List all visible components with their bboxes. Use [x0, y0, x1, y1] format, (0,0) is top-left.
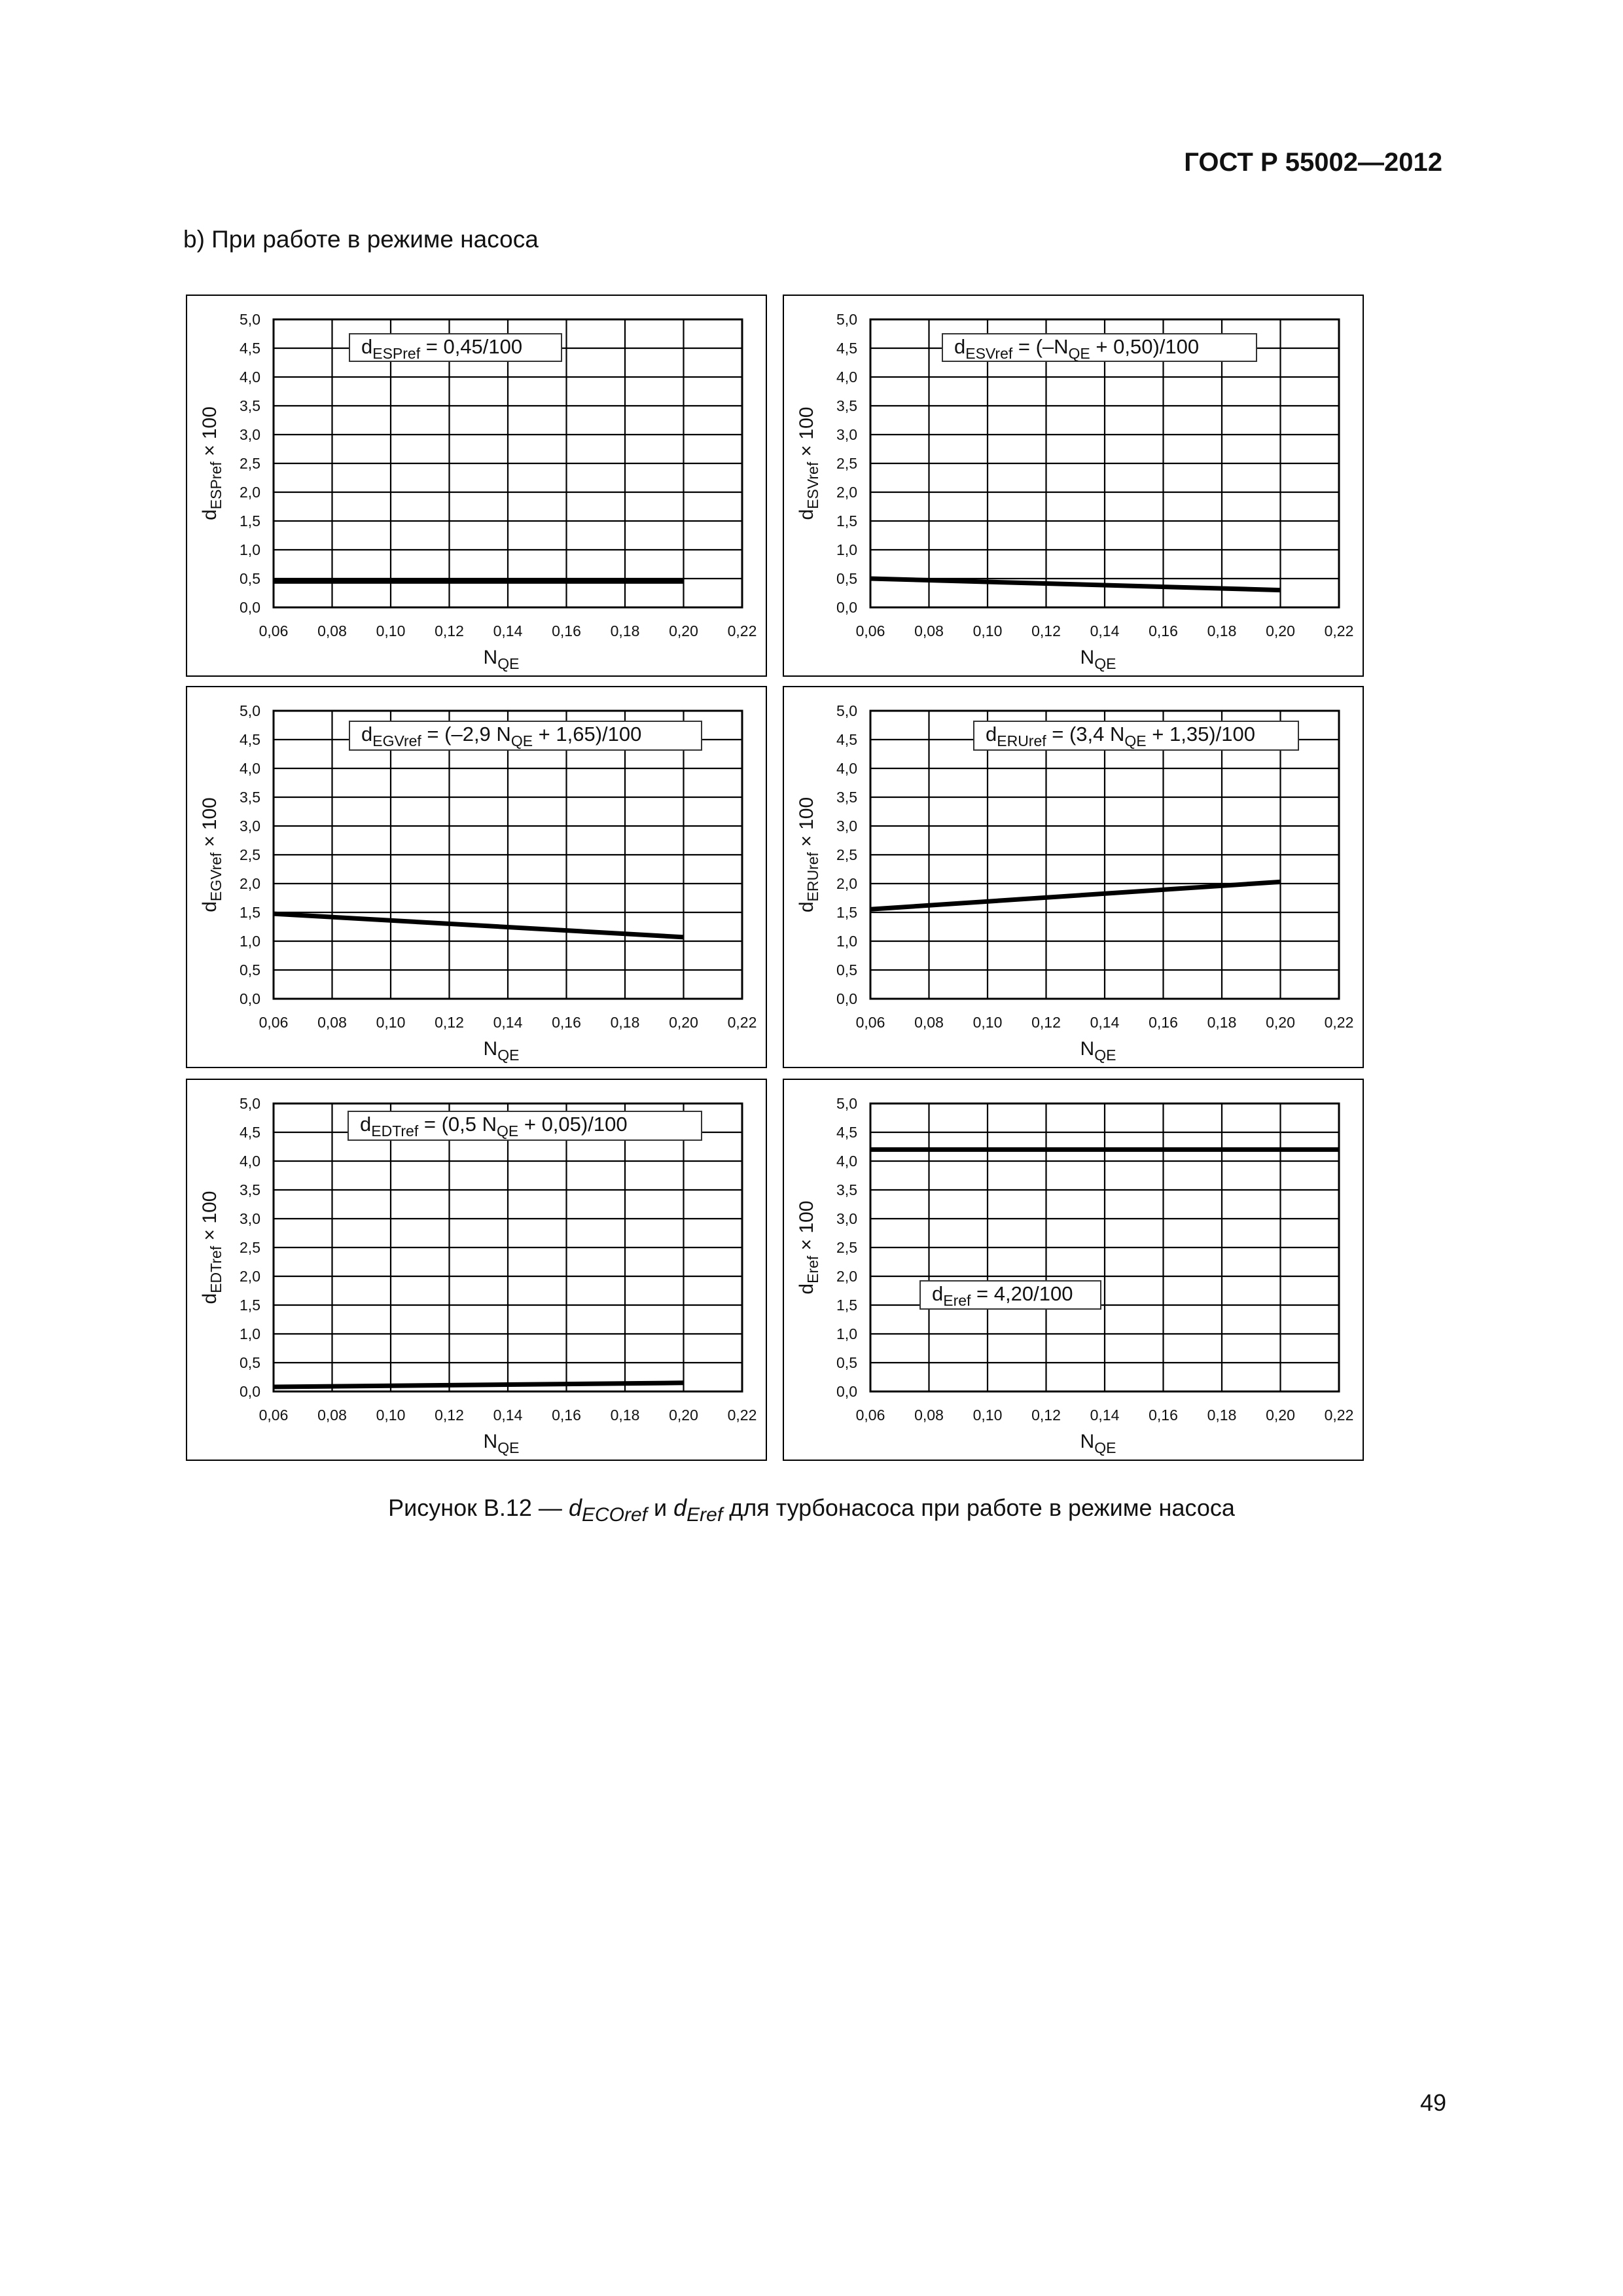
- y-tick-label: 0,5: [240, 1354, 260, 1371]
- y-tick-label: 3,5: [836, 1181, 857, 1198]
- chart-panel-edt: [186, 1079, 767, 1461]
- y-tick-label: 1,5: [836, 512, 857, 529]
- x-tick-label: 0,08: [317, 1407, 347, 1424]
- x-tick-label: 0,08: [914, 1014, 944, 1031]
- x-tick-label: 0,06: [855, 1014, 885, 1031]
- x-tick-label: 0,10: [972, 622, 1003, 639]
- chart-panel-eru: [783, 686, 1364, 1068]
- caption-suffix: для турбонасоса при работе в режиме насоса: [722, 1494, 1235, 1521]
- x-tick-label: 0,22: [1324, 622, 1354, 639]
- chart-egv: [187, 687, 766, 1067]
- y-tick-label: 5,0: [240, 702, 260, 719]
- series-line: [870, 882, 1281, 909]
- y-axis-label: $d_{ERUref} \times 100$: [796, 797, 821, 913]
- y-tick-label: 4,0: [836, 760, 857, 777]
- formula-label: $d_{ESPref} = 0,45/100$: [361, 335, 523, 362]
- y-tick-label: 5,0: [836, 1095, 857, 1112]
- x-tick-label: 0,10: [972, 1014, 1003, 1031]
- y-tick-label: 4,0: [836, 368, 857, 386]
- x-tick-label: 0,22: [1324, 1014, 1354, 1031]
- x-tick-label: 0,16: [552, 622, 581, 639]
- y-tick-label: 0,0: [240, 990, 260, 1007]
- chart-esp: [187, 296, 766, 675]
- x-tick-label: 0,16: [1149, 1014, 1178, 1031]
- y-tick-label: 1,5: [836, 1297, 857, 1314]
- x-tick-label: 0,16: [552, 1407, 581, 1424]
- x-tick-label: 0,22: [1324, 1407, 1354, 1424]
- x-tick-label: 0,14: [1090, 1407, 1120, 1424]
- y-tick-label: 1,0: [240, 933, 260, 950]
- y-tick-label: 2,0: [836, 1268, 857, 1285]
- chart-panel-egv: [186, 686, 767, 1068]
- x-tick-label: 0,10: [376, 622, 406, 639]
- x-tick-label: 0,20: [669, 1014, 698, 1031]
- x-tick-label: 0,06: [855, 622, 885, 639]
- series-line: [274, 1383, 684, 1387]
- grid: [274, 711, 742, 999]
- y-tick-label: 5,0: [240, 1095, 260, 1112]
- y-tick-label: 0,0: [240, 599, 260, 616]
- x-tick-label: 0,14: [493, 1014, 523, 1031]
- y-tick-label: 2,5: [240, 455, 260, 472]
- y-tick-label: 2,5: [836, 1239, 857, 1256]
- series-line: [274, 914, 684, 937]
- x-axis-label: $N_{QE}$: [1080, 1431, 1116, 1456]
- y-tick-label: 0,5: [836, 961, 857, 978]
- grid: [870, 319, 1339, 607]
- y-tick-label: 1,0: [240, 541, 260, 558]
- x-tick-label: 0,12: [1031, 622, 1061, 639]
- x-tick-label: 0,14: [493, 622, 523, 639]
- x-tick-label: 0,06: [259, 1407, 289, 1424]
- y-tick-label: 1,5: [836, 904, 857, 921]
- x-tick-label: 0,18: [610, 1014, 640, 1031]
- chart-eru: [784, 687, 1363, 1067]
- formula-label: $d_{EDTref} = (0,5$ $N_{QE} + 0,05)/100$: [360, 1113, 628, 1139]
- y-tick-label: 4,0: [240, 1153, 260, 1170]
- x-tick-label: 0,20: [669, 1407, 698, 1424]
- chart-panel-esv: [783, 295, 1364, 677]
- x-tick-label: 0,18: [1207, 622, 1237, 639]
- y-tick-label: 0,0: [240, 1383, 260, 1400]
- x-axis-label: $N_{QE}$: [483, 647, 520, 672]
- x-tick-label: 0,10: [376, 1014, 406, 1031]
- y-tick-label: 0,0: [836, 990, 857, 1007]
- document-header: ГОСТ Р 55002—2012: [1184, 148, 1442, 177]
- x-tick-label: 0,12: [1031, 1407, 1061, 1424]
- caption-symbol-ecoref: [568, 1494, 647, 1526]
- y-axis-label: $d_{ESPref} \times 100$: [199, 406, 224, 520]
- y-tick-label: 3,0: [240, 1210, 260, 1227]
- x-tick-label: 0,12: [435, 1407, 464, 1424]
- grid: [870, 1103, 1339, 1391]
- x-tick-label: 0,22: [727, 1014, 757, 1031]
- y-axis-label: $d_{EGVref} \times 100$: [199, 797, 224, 912]
- caption-symbol-eref: [673, 1494, 723, 1526]
- y-tick-label: 2,5: [240, 846, 260, 863]
- y-tick-label: 1,5: [240, 1297, 260, 1314]
- x-axis-label: $N_{QE}$: [1080, 647, 1116, 672]
- x-tick-label: 0,20: [1266, 1014, 1295, 1031]
- y-tick-label: 3,0: [836, 1210, 857, 1227]
- y-tick-label: 2,5: [836, 846, 857, 863]
- y-axis-label: $d_{ESVref} \times 100$: [796, 406, 821, 520]
- x-axis-label: $N_{QE}$: [483, 1431, 520, 1456]
- x-axis-label: $N_{QE}$: [483, 1038, 520, 1064]
- y-tick-label: 2,0: [836, 875, 857, 892]
- y-tick-label: 4,5: [240, 1124, 260, 1141]
- y-tick-label: 0,5: [836, 1354, 857, 1371]
- x-tick-label: 0,08: [914, 1407, 944, 1424]
- y-tick-label: 5,0: [836, 702, 857, 719]
- y-tick-label: 3,0: [240, 817, 260, 834]
- chart-panel-eref: [783, 1079, 1364, 1461]
- x-tick-label: 0,08: [317, 1014, 347, 1031]
- y-tick-label: 4,5: [836, 1124, 857, 1141]
- y-tick-label: 3,5: [240, 397, 260, 414]
- y-tick-label: 0,5: [240, 961, 260, 978]
- y-tick-label: 2,0: [240, 484, 260, 501]
- series-line: [870, 579, 1281, 590]
- chart-edt: [187, 1080, 766, 1460]
- x-tick-label: 0,06: [259, 1014, 289, 1031]
- y-tick-label: 4,5: [836, 731, 857, 748]
- y-tick-label: 2,0: [240, 1268, 260, 1285]
- x-tick-label: 0,16: [552, 1014, 581, 1031]
- caption-symbol-ecoref-main: d: [568, 1494, 582, 1521]
- x-tick-label: 0,12: [435, 1014, 464, 1031]
- y-axis-label: $d_{Eref} \times 100$: [796, 1200, 821, 1295]
- caption-symbol-eref-main: d: [673, 1494, 687, 1521]
- y-tick-label: 1,0: [836, 1325, 857, 1342]
- x-tick-label: 0,22: [727, 622, 757, 639]
- y-tick-label: 1,0: [836, 933, 857, 950]
- x-tick-label: 0,16: [1149, 622, 1178, 639]
- grid: [870, 711, 1339, 999]
- y-tick-label: 2,5: [240, 1239, 260, 1256]
- x-tick-label: 0,10: [376, 1407, 406, 1424]
- y-tick-label: 3,0: [836, 426, 857, 443]
- x-tick-label: 0,20: [1266, 1407, 1295, 1424]
- x-tick-label: 0,10: [972, 1407, 1003, 1424]
- x-tick-label: 0,06: [855, 1407, 885, 1424]
- y-tick-label: 1,5: [240, 512, 260, 529]
- y-tick-label: 4,0: [836, 1153, 857, 1170]
- figure-caption: [0, 1494, 1623, 1526]
- x-axis-label: $N_{QE}$: [1080, 1038, 1116, 1064]
- caption-prefix: Рисунок В.12 —: [388, 1494, 569, 1521]
- x-tick-label: 0,18: [1207, 1407, 1237, 1424]
- x-tick-label: 0,14: [1090, 1014, 1120, 1031]
- y-tick-label: 1,5: [240, 904, 260, 921]
- y-tick-label: 4,5: [836, 340, 857, 357]
- y-tick-label: 0,5: [836, 570, 857, 587]
- y-tick-label: 0,0: [836, 1383, 857, 1400]
- x-tick-label: 0,20: [1266, 622, 1295, 639]
- y-tick-label: 3,5: [836, 789, 857, 806]
- x-tick-label: 0,16: [1149, 1407, 1178, 1424]
- formula-label: $d_{ESVref} = (-N_{QE} + 0,50)/100$: [954, 335, 1200, 362]
- y-tick-label: 3,5: [836, 397, 857, 414]
- y-tick-label: 4,0: [240, 760, 260, 777]
- y-tick-label: 1,0: [240, 1325, 260, 1342]
- y-tick-label: 0,5: [240, 570, 260, 587]
- x-tick-label: 0,12: [1031, 1014, 1061, 1031]
- section-label: b) При работе в режиме насоса: [183, 226, 539, 253]
- formula-label: $d_{EGVref} = (-2,9$ $N_{QE} + 1,65)/100$: [361, 723, 642, 749]
- y-tick-label: 4,5: [240, 731, 260, 748]
- page-number: 49: [1419, 2089, 1446, 2116]
- y-tick-label: 4,5: [240, 340, 260, 357]
- y-tick-label: 3,5: [240, 1181, 260, 1198]
- y-tick-label: 2,5: [836, 455, 857, 472]
- y-tick-label: 2,0: [836, 484, 857, 501]
- x-tick-label: 0,08: [914, 622, 944, 639]
- x-tick-label: 0,18: [610, 1407, 640, 1424]
- grid: [274, 1103, 742, 1391]
- y-tick-label: 2,0: [240, 875, 260, 892]
- chart-esv: [784, 296, 1363, 675]
- caption-symbol-ecoref-sub: ECOref: [581, 1504, 647, 1526]
- x-tick-label: 0,08: [317, 622, 347, 639]
- formula-label: $d_{ERUref} = (3,4$ $N_{QE} + 1,35)/100$: [986, 723, 1255, 749]
- formula-label: $d_{Eref} = 4,20/100$: [932, 1282, 1073, 1309]
- grid: [274, 319, 742, 607]
- caption-joiner: и: [647, 1494, 674, 1521]
- x-tick-label: 0,06: [259, 622, 289, 639]
- y-tick-label: 3,0: [836, 817, 857, 834]
- chart-eref: [784, 1080, 1363, 1460]
- y-tick-label: 5,0: [836, 311, 857, 328]
- x-tick-label: 0,22: [727, 1407, 757, 1424]
- y-tick-label: 4,0: [240, 368, 260, 386]
- x-tick-label: 0,14: [1090, 622, 1120, 639]
- x-tick-label: 0,14: [493, 1407, 523, 1424]
- y-tick-label: 3,5: [240, 789, 260, 806]
- x-tick-label: 0,18: [610, 622, 640, 639]
- x-tick-label: 0,20: [669, 622, 698, 639]
- y-tick-label: 3,0: [240, 426, 260, 443]
- y-axis-label: $d_{EDTref} \times 100$: [199, 1191, 224, 1304]
- y-tick-label: 1,0: [836, 541, 857, 558]
- chart-panel-esp: [186, 295, 767, 677]
- x-tick-label: 0,18: [1207, 1014, 1237, 1031]
- y-tick-label: 5,0: [240, 311, 260, 328]
- y-tick-label: 0,0: [836, 599, 857, 616]
- x-tick-label: 0,12: [435, 622, 464, 639]
- caption-symbol-eref-sub: Eref: [687, 1504, 723, 1526]
